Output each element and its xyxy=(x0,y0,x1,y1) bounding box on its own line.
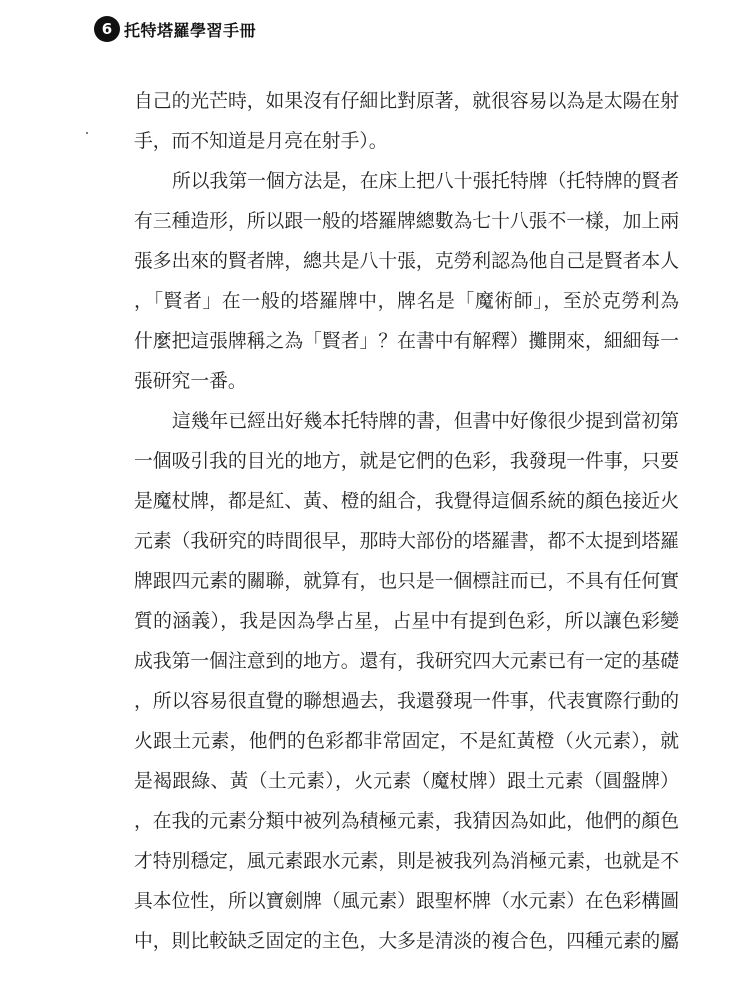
text-line: 成我第一個注意到的地方。還有，我研究四大元素已有一定的基礎 xyxy=(134,651,679,672)
text-line: 是魔杖牌，都是紅、黃、橙的組合，我覺得這個系統的顏色接近火 xyxy=(134,491,679,512)
text-line: 有三種造形，所以跟一般的塔羅牌總數為七十八張不一樣，加上兩 xyxy=(134,211,679,232)
page-number-badge: 6 xyxy=(94,16,120,42)
text-line: 什麼把這張牌稱之為「賢者」？在書中有解釋）攤開來，細細每一 xyxy=(134,331,679,352)
running-header xyxy=(94,14,256,44)
text-line: 質的涵義），我是因為學占星，占星中有提到色彩，所以讓色彩變 xyxy=(134,611,679,632)
text-line: 是褐跟綠、黃（土元素），火元素（魔杖牌）跟土元素（圓盤牌） xyxy=(134,771,679,792)
book-title: 托特塔羅學習手冊 xyxy=(124,20,257,40)
text-line: 張研究一番。 xyxy=(134,371,247,392)
text-line: 才特別穩定，風元素跟水元素，則是被我列為消極元素，也就是不 xyxy=(134,851,679,872)
paragraph-first-line: 所以我第一個方法是，在床上把八十張托特牌（托特牌的賢者 xyxy=(172,171,680,192)
text-line: ，在我的元素分類中被列為積極元素，我猜因為如此，他們的顏色 xyxy=(134,811,679,832)
text-line: 一個吸引我的目光的地方，就是它們的色彩，我發現一件事，只要 xyxy=(134,451,679,472)
text-line: ，所以容易很直覺的聯想過去，我還發現一件事，代表實際行動的 xyxy=(134,691,679,712)
text-line: 牌跟四元素的關聯，就算有，也只是一個標註而已，不具有任何實 xyxy=(134,571,679,592)
body-text xyxy=(134,82,679,962)
text-line: 具本位性，所以寶劍牌（風元素）跟聖杯牌（水元素）在色彩構圖 xyxy=(134,891,679,912)
text-line: 自己的光芒時，如果沒有仔細比對原著，就很容易以為是太陽在射 xyxy=(134,91,679,112)
text-line: 元素（我研究的時間很早，那時大部份的塔羅書，都不太提到塔羅 xyxy=(134,531,679,552)
text-line: 火跟土元素，他們的色彩都非常固定，不是紅黃橙（火元素），就 xyxy=(134,731,679,752)
scan-speck xyxy=(86,132,88,134)
text-line: 張多出來的賢者牌，總共是八十張，克勞利認為他自己是賢者本人 xyxy=(134,251,679,272)
paragraph-first-line: 這幾年已經出好幾本托特牌的書，但書中好像很少提到當初第 xyxy=(172,411,680,432)
text-line: ，「賢者」在一般的塔羅牌中，牌名是「魔術師」，至於克勞利為 xyxy=(134,291,679,312)
text-line: 中，則比較缺乏固定的主色，大多是清淡的複合色，四種元素的屬 xyxy=(134,931,679,952)
text-line: 手，而不知道是月亮在射手）。 xyxy=(134,131,388,152)
